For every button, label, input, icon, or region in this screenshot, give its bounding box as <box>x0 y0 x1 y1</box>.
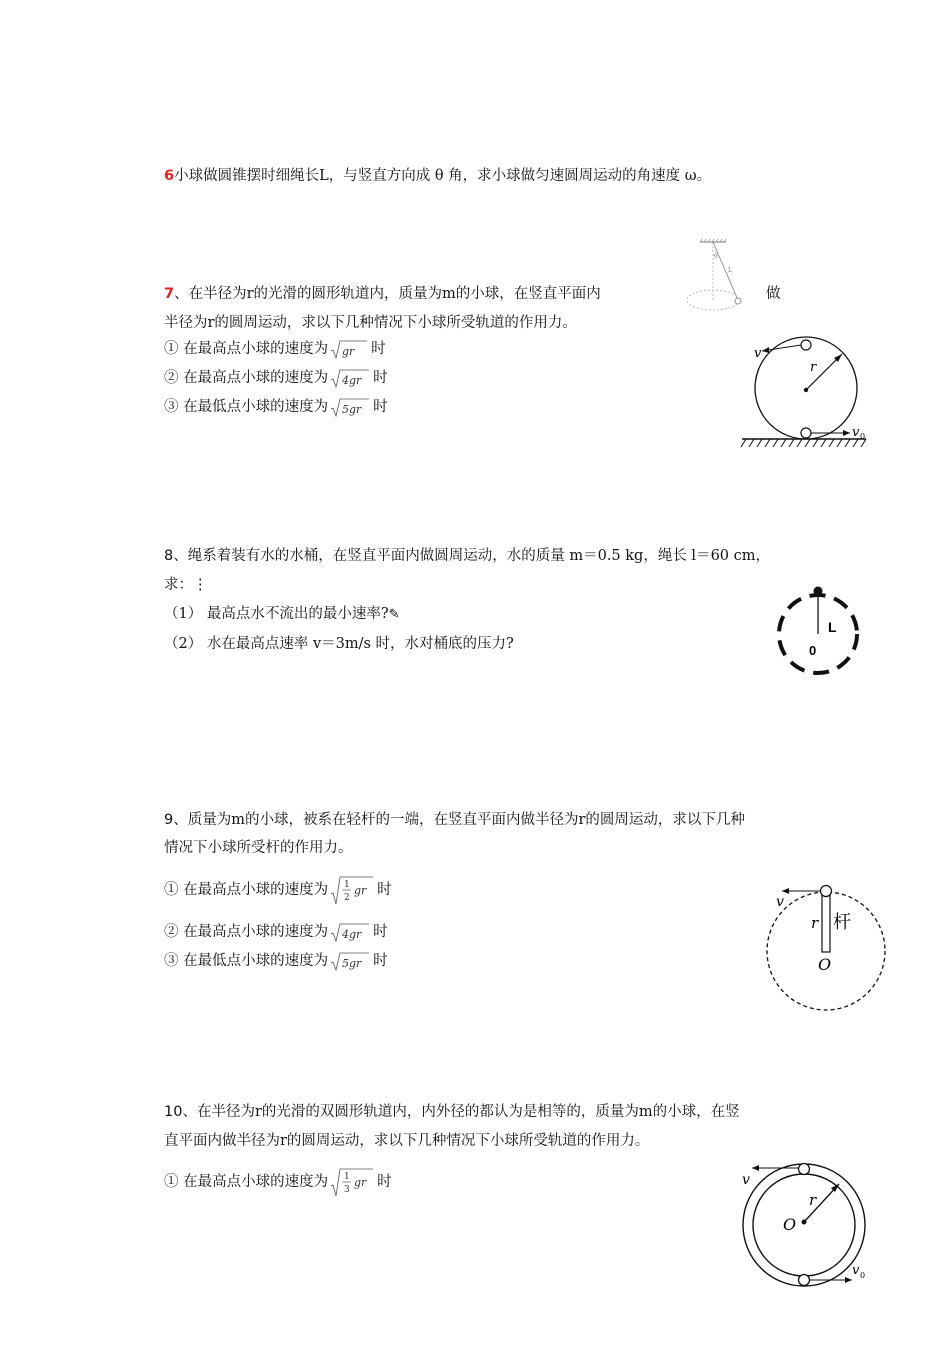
svg-text:gr: gr <box>342 345 355 358</box>
center-label-q9: O <box>818 955 832 974</box>
velocity-label-q10: v <box>742 1172 750 1188</box>
q8-line1 <box>164 546 770 566</box>
q6-text <box>164 166 711 186</box>
sqrt-half-gr <box>330 874 374 906</box>
v0-label-q10: v <box>852 1263 860 1278</box>
q8-line1-text: 、绳系着装有水的水桶，在竖直平面内做圆周运动，水的质量 m＝0.5 kg，绳长 l＝60 cm， <box>173 548 771 564</box>
sqrt-third-gr <box>330 1166 374 1198</box>
q8-line2: 求：⋮ <box>164 577 208 593</box>
q10-line1 <box>164 1102 740 1122</box>
sqrt-4gr-q9 <box>330 921 370 943</box>
v0-subscript: 0 <box>860 432 866 441</box>
q8-item-1: （1） 最高点水不流出的最小速率?✎ <box>164 606 400 622</box>
q7-line1 <box>164 284 601 304</box>
sqrt-gr <box>330 338 368 360</box>
q7-line1-tail: 做 <box>766 286 781 302</box>
q9-number: 9 <box>164 812 174 828</box>
conical-pendulum-figure <box>684 238 758 324</box>
q10-item-1: ① 在最高点小球的速度为 1 3 gr 时 <box>164 1166 392 1198</box>
svg-text:gr: gr <box>354 1176 367 1189</box>
q9-line1 <box>164 810 745 830</box>
center-label-q10: O <box>783 1215 797 1234</box>
svg-text:2: 2 <box>344 893 350 903</box>
sqrt-4gr <box>330 367 370 389</box>
q7-item-2: ② 在最高点小球的速度为 4gr 时 <box>164 367 388 389</box>
q9-item-2: ② 在最高点小球的速度为 4gr 时 <box>164 921 388 943</box>
circular-track-figure <box>740 332 870 454</box>
q6-body: 小球做圆锥摆时细绳长L，与竖直方向成 θ 角，求小球做匀速圆周运动的角速度 ω。 <box>174 168 712 184</box>
q9-item-3: ③ 在最低点小球的速度为 5gr 时 <box>164 950 388 972</box>
theta-label: θ <box>714 253 718 260</box>
q7-item-3: ③ 在最低点小球的速度为 5gr 时 <box>164 396 388 418</box>
svg-text:gr: gr <box>354 884 367 897</box>
sqrt-5gr-q9 <box>330 950 370 972</box>
q10-line2: 直平面内做半径为r的圆周运动，求以下几种情况下小球所受轨道的作用力。 <box>164 1133 650 1149</box>
rope-length-label: L <box>828 619 837 635</box>
q6-number: 6 <box>164 168 175 184</box>
radius-label: r <box>810 360 817 375</box>
v0-subscript-q10: 0 <box>860 1271 866 1280</box>
rod-circle-figure <box>760 880 890 1015</box>
svg-text:1: 1 <box>344 880 350 890</box>
v0-label: v <box>852 425 860 440</box>
velocity-label: v <box>754 346 762 361</box>
mark-icon: ✎ <box>388 607 400 622</box>
q8-item-2: （2） 水在最高点速率 v＝3m/s 时，水对桶底的压力? <box>164 636 514 652</box>
q7-line2: 半径为r的圆周运动，求以下几种情况下小球所受轨道的作用力。 <box>164 315 577 331</box>
length-label: L <box>728 267 732 274</box>
q7-item-1: ① 在最高点小球的速度为 gr 时 <box>164 338 386 360</box>
radius-label-q9: r <box>811 914 819 932</box>
q9-line2: 情况下小球所受杆的作用力。 <box>164 840 353 856</box>
center-label: 0 <box>809 643 817 658</box>
sqrt-5gr <box>330 396 370 418</box>
rod-label: 杆 <box>833 912 851 933</box>
svg-text:1: 1 <box>344 1172 350 1182</box>
velocity-label-q9: v <box>776 894 784 910</box>
svg-text:3: 3 <box>344 1185 350 1195</box>
double-track-figure <box>738 1158 874 1292</box>
svg-text:4gr: 4gr <box>342 374 362 387</box>
q9-item-1: ① 在最高点小球的速度为 1 2 gr 时 <box>164 874 392 906</box>
radius-label-q10: r <box>809 1191 817 1209</box>
q7-line1-text: 、在半径为r的光滑的圆形轨道内，质量为m的小球，在竖直平面内 <box>174 286 601 302</box>
svg-text:5gr: 5gr <box>342 957 362 970</box>
svg-text:5gr: 5gr <box>342 403 362 416</box>
svg-text:4gr: 4gr <box>342 928 362 941</box>
q8-number: 8 <box>164 548 174 564</box>
bucket-circle-figure <box>772 582 868 682</box>
q9-line1-text: 、质量为m的小球，被系在轻杆的一端，在竖直平面内做半径为r的圆周运动，求以下几种 <box>173 812 745 828</box>
q7-number: 7 <box>164 286 175 302</box>
q10-line1-text: 、在半径为r的光滑的双圆形轨道内，内外径的都认为是相等的，质量为m的小球，在竖 <box>182 1104 740 1120</box>
q10-number: 10 <box>164 1104 183 1120</box>
